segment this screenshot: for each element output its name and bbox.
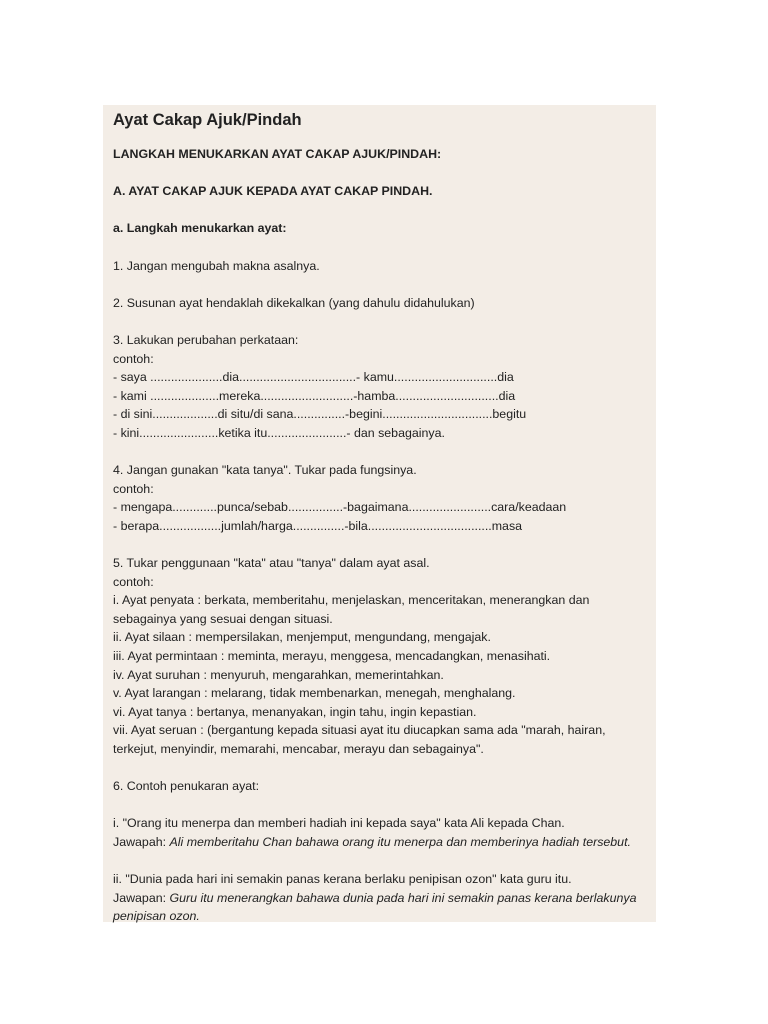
answer-label: Jawapan: [113, 890, 170, 905]
example-question: ii. "Dunia pada hari ini semakin panas kerana berlaku penipisan ozon" kata guru itu. [113, 872, 572, 887]
step-4 [113, 461, 649, 535]
step-4-example-line: - berapa..................jumlah/harga...............-bila....................................masa [113, 518, 523, 533]
step-3 [113, 331, 649, 443]
step-4-example-line: - mengapa.............punca/sebab................-bagaimana........................cara/keadaan [113, 500, 567, 515]
example-answer [113, 889, 649, 926]
step-3-intro: 3. Lakukan perubahan perkataan: [113, 332, 299, 347]
step-5-item: vii. Ayat seruan : (bergantung kepada situasi ayat itu diucapkan sama ada "marah, hairan, terkejut, menyindir, memarahi, mencabar, merayu dan sebagainya". [113, 723, 606, 756]
step-5-item: i. Ayat penyata : berkata, memberitahu, menjelaskan, menceritakan, menerangkan dan sebagainya yang sesuai dengan situasi. [113, 593, 590, 626]
example-question: i. "Orang itu menerpa dan memberi hadiah ini kepada saya" kata Ali kepada Chan. [113, 816, 565, 831]
step-5 [113, 554, 649, 759]
main-heading: LANGKAH MENUKARKAN AYAT CAKAP AJUK/PINDAH: [113, 147, 442, 161]
document-content [113, 109, 649, 945]
section-a-heading: A. AYAT CAKAP AJUK KEPADA AYAT CAKAP PINDAH. [113, 184, 433, 199]
step-6-example-2 [113, 870, 649, 926]
step-6-example-1 [113, 814, 649, 851]
answer-text: Ali memberitahu Chan bahawa orang itu menerpa dan memberinya hadiah tersebut. [169, 834, 631, 849]
step-5-item: iii. Ayat permintaan : meminta, merayu, menggesa, mencadangkan, menasihati. [113, 649, 551, 664]
step-4-contoh: contoh: [113, 481, 154, 496]
step-5-contoh: contoh: [113, 574, 154, 589]
step-4-intro: 4. Jangan gunakan "kata tanya". Tukar pada fungsinya. [113, 463, 417, 478]
step-1: 1. Jangan mengubah makna asalnya. [113, 258, 320, 273]
step-2: 2. Susunan ayat hendaklah dikekalkan (yang dahulu didahulukan) [113, 295, 475, 310]
step-3-example-line: - di sini...................di situ/di sana...............-begini................................begitu [113, 407, 527, 422]
step-5-item: vi. Ayat tanya : bertanya, menanyakan, ingin tahu, ingin kepastian. [113, 704, 477, 719]
example-answer [113, 833, 649, 852]
section-a-subheading: a. Langkah menukarkan ayat: [113, 221, 287, 236]
step-5-item: v. Ayat larangan : melarang, tidak membenarkan, menegah, menghalang. [113, 686, 516, 701]
step-6-intro: 6. Contoh penukaran ayat: [113, 779, 260, 794]
step-3-example-line: - kini.......................ketika itu.......................- dan sebagainya. [113, 425, 445, 440]
answer-label: Jawapah: [113, 834, 170, 849]
step-3-contoh: contoh: [113, 351, 154, 366]
document-title: Ayat Cakap Ajuk/Pindah [113, 111, 302, 129]
answer-text: Guru itu menerangkan bahawa dunia pada hari ini semakin panas kerana berlakunya penipisan ozon. [113, 890, 637, 924]
step-5-item: iv. Ayat suruhan : menyuruh, mengarahkan, memerintahkan. [113, 667, 444, 682]
step-5-item: ii. Ayat silaan : mempersilakan, menjemput, mengundang, mengajak. [113, 630, 491, 645]
step-5-intro: 5. Tukar penggunaan "kata" atau "tanya" dalam ayat asal. [113, 556, 430, 571]
step-3-example-line: - saya .....................dia..................................- kamu..............................dia [113, 370, 514, 385]
step-3-example-line: - kami ....................mereka...........................-hamba..............................dia [113, 388, 516, 403]
